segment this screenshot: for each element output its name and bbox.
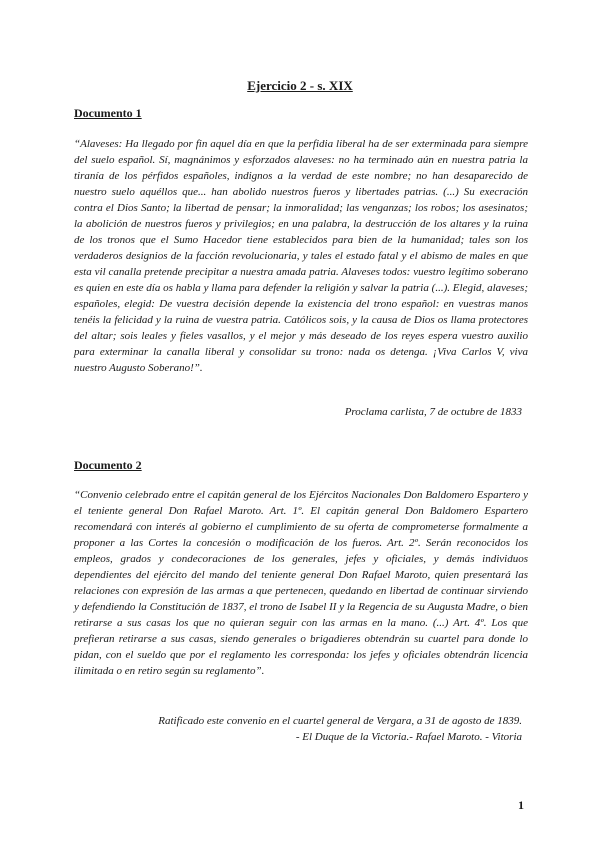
document-2-heading: Documento 2 [74, 458, 142, 472]
document-2-signature [158, 713, 522, 745]
page-title: Ejercicio 2 - s. XIX [247, 78, 353, 93]
document-2-text: “Convenio celebrado entre el capitán general de los Ejércitos Nacionales Don Baldomero Espartero y el teniente general Don Rafael Maroto. Art. 1º. El capitán general Don Baldomero Espartero recomendará con interés al gobierno el cumplimiento de su oferta de comprometerse formalmente a proponer a las Cortes la concesión o modificación de los fueros. Art. 2º. Serán reconocidos los empleos, grados y condecoraciones de los generales, jefes y oficiales, y demás individuos dependientes del ejército del mando del teniente general Don Rafael Maroto, quien presentará las relaciones con expresión de las armas a que pertenecen, quedando en libertad de continuar sirviendo y defendiendo la Constitución de 1837, el trono de Isabel II y la Regencia de su Augusta Madre, o bien retirarse a sus casas los que no quieran seguir con las armas en la mano. (...) Art. 4º. Los que prefieran retirarse a sus casas, siendo generales o brigadieres obtendrán su cuartel para donde lo pidan, con el sueldo que por el reglamento les corresponda: los jefes y oficiales obtendrán licencia ilimitada o en retiro según su reglamento”. [74, 489, 528, 677]
document-1-signature-line: Proclama carlista, 7 de octubre de 1833 [344, 406, 522, 418]
document-1-text: “Alaveses: Ha llegado por fin aquel día en que la perfidia liberal ha de ser exterminada para siempre del suelo español. Sí, magnánimos y esforzados alaveses: no ha terminado aún en nuestra patria la tiranía de los pérfidos españoles, indignos a la verdad de este nombre; no han desaparecido de nuestro suelo aquéllos que... han abolido nuestros fueros y libertades patrias. (...) Su execración contra el Dios Santo; la libertad de pensar; la inmoralidad; las venganzas; los robos; los asesinatos; la abolición de nuestros fueros y privilegios; en una palabra, la destrucción de los altares y la ruina de los tronos que el Sumo Hacedor tiene establecidos para bien de la humanidad; tales son los verdaderos designios de la facción revolucionaria, y tales el estado fatal y el abismo de males en que esta vil canalla pretende precipitar a nuestra amada patria. Alaveses todos: vuestro legítimo soberano es quien en este día os habla y llama para defender la religión y salvar la patria (...). Elegid, alaveses; españoles, elegid: De vuestra decisión depende la existencia del trono español: en vuestras manos tenéis la felicidad y la ruina de vuestra patria. Católicos sois, y la causa de Dios os llama protectores del altar; sois leales y fieles vasallos, y el mejor y más deseado de los reyes espera vuestro auxilio para exterminar la canalla liberal y consolidar su trono: nada os detenga. ¡Viva Carlos V, viva nuestro Augusto Soberano!”. [74, 138, 528, 374]
document-2-signature-line-2: - El Duque de la Victoria.- Rafael Maroto. - Vitoria [295, 731, 522, 743]
document-1-signature [345, 404, 522, 420]
page-number: 1 [518, 798, 524, 812]
document-1-heading: Documento 1 [74, 106, 142, 120]
document-2-signature-line-1: Ratificado este convenio en el cuartel general de Vergara, a 31 de agosto de 1839. [158, 715, 522, 727]
